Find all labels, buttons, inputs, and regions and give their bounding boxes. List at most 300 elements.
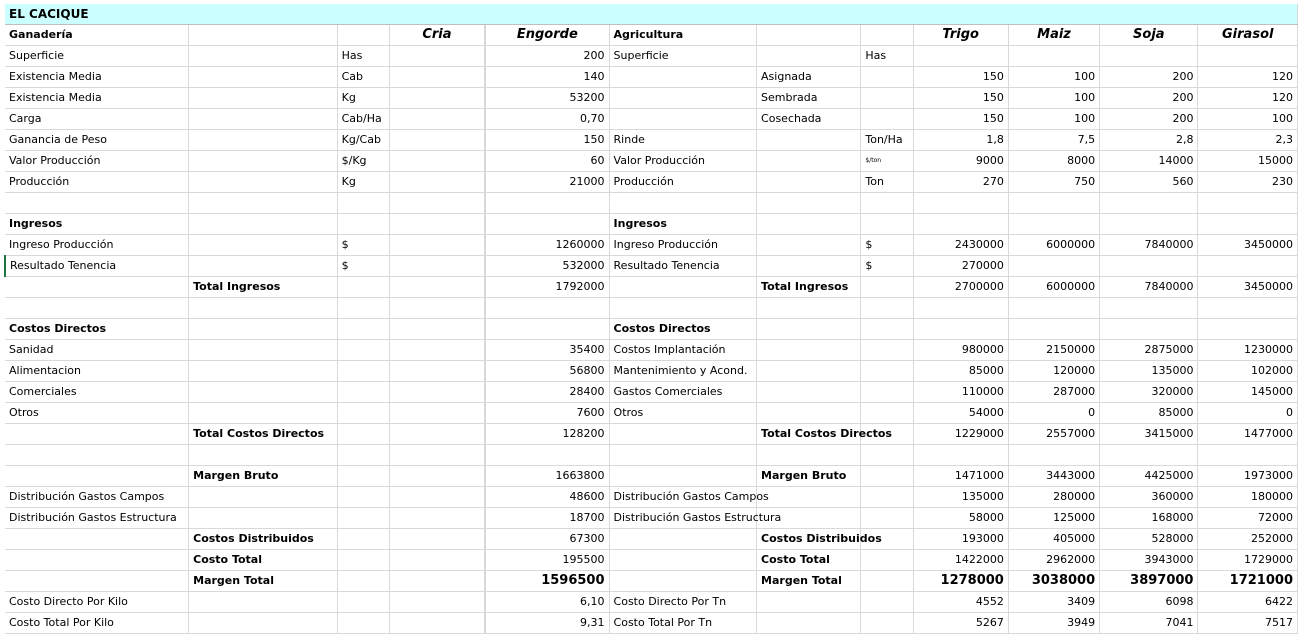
cell-r25-c7[interactable]: Distribución Gastos Estructura [609, 508, 757, 529]
cell-r19-c10[interactable]: 110000 [913, 382, 1008, 403]
cell-r21-c6[interactable]: 128200 [486, 424, 609, 445]
cell-r13-c7[interactable]: Resultado Tenencia [609, 256, 757, 277]
cell-r15-c3[interactable] [337, 298, 389, 319]
cell-r27-c13[interactable]: 1729000 [1198, 550, 1298, 571]
cell-r14-c13[interactable]: 3450000 [1198, 277, 1298, 298]
cell-r22-c6[interactable] [486, 445, 609, 466]
cell-r7-c3[interactable]: Kg/Cab [337, 130, 389, 151]
cell-r30-c12[interactable]: 7041 [1100, 613, 1198, 634]
cell-r16-c7[interactable]: Costos Directos [609, 319, 757, 340]
cell-r27-c9[interactable] [861, 550, 913, 571]
cell-r22-c4[interactable] [389, 445, 484, 466]
cell-r24-c6[interactable]: 48600 [486, 487, 609, 508]
cell-r13-c10[interactable]: 270000 [913, 256, 1008, 277]
cell-r30-c6[interactable]: 9,31 [486, 613, 609, 634]
cell-r18-c10[interactable]: 85000 [913, 361, 1008, 382]
cell-r16-c2[interactable] [189, 319, 338, 340]
cell-r26-c10[interactable]: 193000 [913, 529, 1008, 550]
cell-r10-c3[interactable] [337, 193, 389, 214]
cell-r24-c13[interactable]: 180000 [1198, 487, 1298, 508]
cell-r14-c1[interactable] [5, 277, 189, 298]
cell-r16-c4[interactable] [389, 319, 484, 340]
cell-r22-c12[interactable] [1100, 445, 1198, 466]
cell-r29-c2[interactable] [189, 592, 338, 613]
cell-r14-c2[interactable]: Total Ingresos [189, 277, 338, 298]
cell-r4-c4[interactable] [389, 67, 484, 88]
cell-r18-c9[interactable] [861, 361, 913, 382]
cell-r22-c13[interactable] [1198, 445, 1298, 466]
cell-r14-c12[interactable]: 7840000 [1100, 277, 1198, 298]
cell-r15-c8[interactable] [757, 298, 861, 319]
cell-r2-c13[interactable]: Girasol [1198, 25, 1298, 46]
cell-r12-c4[interactable] [389, 235, 484, 256]
cell-r30-c10[interactable]: 5267 [913, 613, 1008, 634]
cell-r29-c8[interactable] [757, 592, 861, 613]
cell-r15-c10[interactable] [913, 298, 1008, 319]
cell-r8-c3[interactable]: $/Kg [337, 151, 389, 172]
cell-r7-c8[interactable] [757, 130, 861, 151]
cell-r6-c12[interactable]: 200 [1100, 109, 1198, 130]
cell-r15-c9[interactable] [861, 298, 913, 319]
cell-r30-c3[interactable] [337, 613, 389, 634]
cell-r11-c2[interactable] [189, 214, 338, 235]
cell-r22-c11[interactable] [1008, 445, 1099, 466]
cell-r28-c6[interactable]: 1596500 [486, 571, 609, 592]
cell-r29-c11[interactable]: 3409 [1008, 592, 1099, 613]
cell-r17-c7[interactable]: Costos Implantación [609, 340, 757, 361]
cell-r7-c9[interactable]: Ton/Ha [861, 130, 913, 151]
cell-r4-c1[interactable]: Existencia Media [5, 67, 189, 88]
cell-r18-c13[interactable]: 102000 [1198, 361, 1298, 382]
cell-r12-c6[interactable]: 1260000 [486, 235, 609, 256]
cell-r27-c8[interactable]: Costo Total [757, 550, 861, 571]
sheet-title[interactable]: EL CACIQUE [5, 4, 1298, 25]
cell-r26-c1[interactable] [5, 529, 189, 550]
cell-r6-c7[interactable] [609, 109, 757, 130]
cell-r13-c9[interactable]: $ [861, 256, 913, 277]
cell-r22-c1[interactable] [5, 445, 189, 466]
cell-r5-c4[interactable] [389, 88, 484, 109]
cell-r13-c12[interactable] [1100, 256, 1198, 277]
cell-r7-c12[interactable]: 2,8 [1100, 130, 1198, 151]
cell-r8-c8[interactable] [757, 151, 861, 172]
cell-r29-c9[interactable] [861, 592, 913, 613]
cell-r11-c4[interactable] [389, 214, 484, 235]
cell-r19-c7[interactable]: Gastos Comerciales [609, 382, 757, 403]
cell-r29-c13[interactable]: 6422 [1198, 592, 1298, 613]
cell-r12-c12[interactable]: 7840000 [1100, 235, 1198, 256]
cell-r3-c9[interactable]: Has [861, 46, 913, 67]
cell-r12-c1[interactable]: Ingreso Producción [5, 235, 189, 256]
cell-r25-c13[interactable]: 72000 [1198, 508, 1298, 529]
cell-r17-c9[interactable] [861, 340, 913, 361]
cell-r15-c7[interactable] [609, 298, 757, 319]
cell-r28-c3[interactable] [337, 571, 389, 592]
cell-r6-c2[interactable] [189, 109, 338, 130]
cell-r13-c4[interactable] [389, 256, 484, 277]
cell-r23-c1[interactable] [5, 466, 189, 487]
cell-r14-c8[interactable]: Total Ingresos [757, 277, 861, 298]
cell-r17-c6[interactable]: 35400 [486, 340, 609, 361]
cell-r7-c11[interactable]: 7,5 [1008, 130, 1099, 151]
cell-r6-c9[interactable] [861, 109, 913, 130]
cell-r29-c3[interactable] [337, 592, 389, 613]
cell-r30-c13[interactable]: 7517 [1198, 613, 1298, 634]
cell-r2-c2[interactable] [189, 25, 338, 46]
cell-r21-c3[interactable] [337, 424, 389, 445]
cell-r13-c6[interactable]: 532000 [486, 256, 609, 277]
cell-r22-c3[interactable] [337, 445, 389, 466]
cell-r23-c13[interactable]: 1973000 [1198, 466, 1298, 487]
cell-r30-c9[interactable] [861, 613, 913, 634]
cell-r17-c2[interactable] [189, 340, 338, 361]
cell-r16-c3[interactable] [337, 319, 389, 340]
cell-r22-c8[interactable] [757, 445, 861, 466]
cell-r20-c11[interactable]: 0 [1008, 403, 1099, 424]
cell-r25-c3[interactable] [337, 508, 389, 529]
cell-r17-c3[interactable] [337, 340, 389, 361]
cell-r3-c11[interactable] [1008, 46, 1099, 67]
cell-r27-c1[interactable] [5, 550, 189, 571]
cell-r13-c8[interactable] [757, 256, 861, 277]
cell-r4-c8[interactable]: Asignada [757, 67, 861, 88]
cell-r7-c1[interactable]: Ganancia de Peso [5, 130, 189, 151]
cell-r17-c13[interactable]: 1230000 [1198, 340, 1298, 361]
cell-r12-c8[interactable] [757, 235, 861, 256]
cell-r19-c6[interactable]: 28400 [486, 382, 609, 403]
cell-r26-c12[interactable]: 528000 [1100, 529, 1198, 550]
cell-r21-c2[interactable]: Total Costos Directos [189, 424, 338, 445]
cell-r19-c13[interactable]: 145000 [1198, 382, 1298, 403]
cell-r5-c12[interactable]: 200 [1100, 88, 1198, 109]
cell-r11-c8[interactable] [757, 214, 861, 235]
cell-r11-c1[interactable]: Ingresos [5, 214, 189, 235]
cell-r6-c13[interactable]: 100 [1198, 109, 1298, 130]
cell-r14-c6[interactable]: 1792000 [486, 277, 609, 298]
cell-r30-c11[interactable]: 3949 [1008, 613, 1099, 634]
cell-r26-c4[interactable] [389, 529, 484, 550]
cell-r21-c11[interactable]: 2557000 [1008, 424, 1099, 445]
cell-r18-c12[interactable]: 135000 [1100, 361, 1198, 382]
cell-r4-c6[interactable]: 140 [486, 67, 609, 88]
cell-r6-c10[interactable]: 150 [913, 109, 1008, 130]
cell-r21-c12[interactable]: 3415000 [1100, 424, 1198, 445]
cell-r9-c6[interactable]: 21000 [486, 172, 609, 193]
cell-r20-c10[interactable]: 54000 [913, 403, 1008, 424]
cell-r10-c1[interactable] [5, 193, 189, 214]
cell-r13-c2[interactable] [189, 256, 338, 277]
cell-r10-c13[interactable] [1198, 193, 1298, 214]
cell-r27-c4[interactable] [389, 550, 484, 571]
cell-r22-c2[interactable] [189, 445, 338, 466]
cell-r14-c7[interactable] [609, 277, 757, 298]
cell-r3-c7[interactable]: Superficie [609, 46, 757, 67]
cell-r29-c12[interactable]: 6098 [1100, 592, 1198, 613]
cell-r13-c11[interactable] [1008, 256, 1099, 277]
cell-r19-c9[interactable] [861, 382, 913, 403]
cell-r9-c1[interactable]: Producción [5, 172, 189, 193]
cell-r11-c7[interactable]: Ingresos [609, 214, 757, 235]
cell-r3-c2[interactable] [189, 46, 338, 67]
cell-r20-c4[interactable] [389, 403, 484, 424]
cell-r8-c4[interactable] [389, 151, 484, 172]
cell-r2-c7[interactable]: Agricultura [609, 25, 757, 46]
cell-r27-c6[interactable]: 195500 [486, 550, 609, 571]
cell-r11-c11[interactable] [1008, 214, 1099, 235]
cell-r18-c4[interactable] [389, 361, 484, 382]
cell-r20-c2[interactable] [189, 403, 338, 424]
cell-r10-c8[interactable] [757, 193, 861, 214]
cell-r28-c13[interactable]: 1721000 [1198, 571, 1298, 592]
cell-r7-c10[interactable]: 1,8 [913, 130, 1008, 151]
cell-r21-c13[interactable]: 1477000 [1198, 424, 1298, 445]
cell-r12-c3[interactable]: $ [337, 235, 389, 256]
cell-r9-c11[interactable]: 750 [1008, 172, 1099, 193]
cell-r18-c3[interactable] [337, 361, 389, 382]
cell-r26-c6[interactable]: 67300 [486, 529, 609, 550]
cell-r12-c11[interactable]: 6000000 [1008, 235, 1099, 256]
cell-r9-c8[interactable] [757, 172, 861, 193]
cell-r16-c13[interactable] [1198, 319, 1298, 340]
cell-r11-c13[interactable] [1198, 214, 1298, 235]
cell-r3-c1[interactable]: Superficie [5, 46, 189, 67]
cell-r15-c13[interactable] [1198, 298, 1298, 319]
cell-r30-c1[interactable]: Costo Total Por Kilo [5, 613, 189, 634]
cell-r5-c3[interactable]: Kg [337, 88, 389, 109]
cell-r9-c4[interactable] [389, 172, 484, 193]
cell-r28-c1[interactable] [5, 571, 189, 592]
cell-r13-c3[interactable]: $ [337, 256, 389, 277]
cell-r24-c4[interactable] [389, 487, 484, 508]
cell-r27-c2[interactable]: Costo Total [189, 550, 338, 571]
cell-r11-c6[interactable] [486, 214, 609, 235]
cell-r9-c10[interactable]: 270 [913, 172, 1008, 193]
cell-r19-c8[interactable] [757, 382, 861, 403]
cell-r22-c10[interactable] [913, 445, 1008, 466]
cell-r18-c8[interactable] [757, 361, 861, 382]
cell-r28-c9[interactable] [861, 571, 913, 592]
cell-r26-c11[interactable]: 405000 [1008, 529, 1099, 550]
cell-r4-c12[interactable]: 200 [1100, 67, 1198, 88]
cell-r19-c12[interactable]: 320000 [1100, 382, 1198, 403]
cell-r4-c11[interactable]: 100 [1008, 67, 1099, 88]
cell-r2-c10[interactable]: Trigo [913, 25, 1008, 46]
cell-r3-c6[interactable]: 200 [486, 46, 609, 67]
cell-r16-c12[interactable] [1100, 319, 1198, 340]
cell-r30-c2[interactable] [189, 613, 338, 634]
cell-r9-c2[interactable] [189, 172, 338, 193]
cell-r19-c2[interactable] [189, 382, 338, 403]
cell-r26-c3[interactable] [337, 529, 389, 550]
cell-r30-c4[interactable] [389, 613, 484, 634]
cell-r14-c10[interactable]: 2700000 [913, 277, 1008, 298]
cell-r15-c1[interactable] [5, 298, 189, 319]
cell-r20-c13[interactable]: 0 [1198, 403, 1298, 424]
cell-r15-c2[interactable] [189, 298, 338, 319]
cell-r24-c1[interactable]: Distribución Gastos Campos [5, 487, 189, 508]
cell-r27-c7[interactable] [609, 550, 757, 571]
cell-r23-c8[interactable]: Margen Bruto [757, 466, 861, 487]
cell-r5-c10[interactable]: 150 [913, 88, 1008, 109]
cell-r2-c9[interactable] [861, 25, 913, 46]
cell-r29-c4[interactable] [389, 592, 484, 613]
cell-r20-c9[interactable] [861, 403, 913, 424]
cell-r6-c3[interactable]: Cab/Ha [337, 109, 389, 130]
cell-r4-c9[interactable] [861, 67, 913, 88]
cell-r25-c11[interactable]: 125000 [1008, 508, 1099, 529]
cell-r18-c1[interactable]: Alimentacion [5, 361, 189, 382]
cell-r24-c10[interactable]: 135000 [913, 487, 1008, 508]
cell-r25-c10[interactable]: 58000 [913, 508, 1008, 529]
cell-r11-c3[interactable] [337, 214, 389, 235]
cell-r27-c10[interactable]: 1422000 [913, 550, 1008, 571]
cell-r14-c4[interactable] [389, 277, 484, 298]
cell-r9-c13[interactable]: 230 [1198, 172, 1298, 193]
cell-r24-c12[interactable]: 360000 [1100, 487, 1198, 508]
cell-r8-c12[interactable]: 14000 [1100, 151, 1198, 172]
cell-r9-c7[interactable]: Producción [609, 172, 757, 193]
cell-r11-c10[interactable] [913, 214, 1008, 235]
cell-r8-c1[interactable]: Valor Producción [5, 151, 189, 172]
cell-r23-c6[interactable]: 1663800 [486, 466, 609, 487]
cell-r6-c8[interactable]: Cosechada [757, 109, 861, 130]
cell-r21-c1[interactable] [5, 424, 189, 445]
cell-r22-c7[interactable] [609, 445, 757, 466]
cell-r27-c12[interactable]: 3943000 [1100, 550, 1198, 571]
cell-r16-c11[interactable] [1008, 319, 1099, 340]
cell-r15-c4[interactable] [389, 298, 484, 319]
cell-r30-c7[interactable]: Costo Total Por Tn [609, 613, 757, 634]
cell-r18-c11[interactable]: 120000 [1008, 361, 1099, 382]
cell-r24-c8[interactable] [757, 487, 861, 508]
cell-r23-c2[interactable]: Margen Bruto [189, 466, 338, 487]
cell-r29-c7[interactable]: Costo Directo Por Tn [609, 592, 757, 613]
cell-r2-c12[interactable]: Soja [1100, 25, 1198, 46]
cell-r29-c10[interactable]: 4552 [913, 592, 1008, 613]
cell-r25-c9[interactable] [861, 508, 913, 529]
cell-r22-c9[interactable] [861, 445, 913, 466]
cell-r26-c2[interactable]: Costos Distribuidos [189, 529, 338, 550]
cell-r6-c1[interactable]: Carga [5, 109, 189, 130]
cell-r21-c4[interactable] [389, 424, 484, 445]
cell-r28-c8[interactable]: Margen Total [757, 571, 861, 592]
cell-r17-c8[interactable] [757, 340, 861, 361]
cell-r4-c10[interactable]: 150 [913, 67, 1008, 88]
cell-r19-c3[interactable] [337, 382, 389, 403]
cell-r5-c6[interactable]: 53200 [486, 88, 609, 109]
cell-r17-c12[interactable]: 2875000 [1100, 340, 1198, 361]
cell-r18-c6[interactable]: 56800 [486, 361, 609, 382]
cell-r24-c11[interactable]: 280000 [1008, 487, 1099, 508]
cell-r17-c4[interactable] [389, 340, 484, 361]
cell-r25-c2[interactable] [189, 508, 338, 529]
cell-r12-c7[interactable]: Ingreso Producción [609, 235, 757, 256]
cell-r12-c2[interactable] [189, 235, 338, 256]
cell-r12-c10[interactable]: 2430000 [913, 235, 1008, 256]
cell-r3-c8[interactable] [757, 46, 861, 67]
cell-r14-c9[interactable] [861, 277, 913, 298]
cell-r9-c3[interactable]: Kg [337, 172, 389, 193]
cell-r8-c2[interactable] [189, 151, 338, 172]
cell-r24-c7[interactable]: Distribución Gastos Campos [609, 487, 757, 508]
cell-r3-c12[interactable] [1100, 46, 1198, 67]
cell-r15-c6[interactable] [486, 298, 609, 319]
cell-r9-c9[interactable]: Ton [861, 172, 913, 193]
cell-r21-c8[interactable]: Total Costos Directos [757, 424, 861, 445]
cell-r29-c1[interactable]: Costo Directo Por Kilo [5, 592, 189, 613]
cell-r16-c9[interactable] [861, 319, 913, 340]
cell-r4-c3[interactable]: Cab [337, 67, 389, 88]
cell-r18-c2[interactable] [189, 361, 338, 382]
cell-r6-c6[interactable]: 0,70 [486, 109, 609, 130]
cell-r7-c4[interactable] [389, 130, 484, 151]
cell-r3-c13[interactable] [1198, 46, 1298, 67]
cell-r14-c11[interactable]: 6000000 [1008, 277, 1099, 298]
cell-r28-c12[interactable]: 3897000 [1100, 571, 1198, 592]
cell-r3-c4[interactable] [389, 46, 484, 67]
cell-r11-c9[interactable] [861, 214, 913, 235]
cell-r5-c8[interactable]: Sembrada [757, 88, 861, 109]
cell-r16-c10[interactable] [913, 319, 1008, 340]
cell-r19-c1[interactable]: Comerciales [5, 382, 189, 403]
cell-r7-c13[interactable]: 2,3 [1198, 130, 1298, 151]
cell-r30-c8[interactable] [757, 613, 861, 634]
cell-r25-c12[interactable]: 168000 [1100, 508, 1198, 529]
cell-r24-c2[interactable] [189, 487, 338, 508]
cell-r28-c10[interactable]: 1278000 [913, 571, 1008, 592]
cell-r23-c7[interactable] [609, 466, 757, 487]
cell-r12-c13[interactable]: 3450000 [1198, 235, 1298, 256]
cell-r20-c6[interactable]: 7600 [486, 403, 609, 424]
cell-r16-c8[interactable] [757, 319, 861, 340]
cell-r17-c10[interactable]: 980000 [913, 340, 1008, 361]
cell-r2-c11[interactable]: Maiz [1008, 25, 1099, 46]
cell-r25-c1[interactable]: Distribución Gastos Estructura [5, 508, 189, 529]
cell-r8-c7[interactable]: Valor Producción [609, 151, 757, 172]
cell-r28-c7[interactable] [609, 571, 757, 592]
cell-r19-c4[interactable] [389, 382, 484, 403]
cell-r17-c1[interactable]: Sanidad [5, 340, 189, 361]
cell-r18-c7[interactable]: Mantenimiento y Acond. [609, 361, 757, 382]
cell-r20-c7[interactable]: Otros [609, 403, 757, 424]
cell-r10-c6[interactable] [486, 193, 609, 214]
cell-r10-c10[interactable] [913, 193, 1008, 214]
cell-r8-c13[interactable]: 15000 [1198, 151, 1298, 172]
cell-r8-c9[interactable]: $/ton [861, 151, 913, 172]
cell-r4-c7[interactable] [609, 67, 757, 88]
cell-r23-c11[interactable]: 3443000 [1008, 466, 1099, 487]
cell-r27-c11[interactable]: 2962000 [1008, 550, 1099, 571]
cell-r3-c3[interactable]: Has [337, 46, 389, 67]
cell-r21-c10[interactable]: 1229000 [913, 424, 1008, 445]
cell-r23-c3[interactable] [337, 466, 389, 487]
cell-r11-c12[interactable] [1100, 214, 1198, 235]
cell-r24-c3[interactable] [337, 487, 389, 508]
cell-r16-c1[interactable]: Costos Directos [5, 319, 189, 340]
cell-r12-c9[interactable]: $ [861, 235, 913, 256]
cell-r26-c7[interactable] [609, 529, 757, 550]
cell-r5-c13[interactable]: 120 [1198, 88, 1298, 109]
cell-r24-c9[interactable] [861, 487, 913, 508]
cell-r7-c7[interactable]: Rinde [609, 130, 757, 151]
cell-r20-c12[interactable]: 85000 [1100, 403, 1198, 424]
cell-r13-c1[interactable]: Resultado Tenencia [5, 256, 189, 277]
cell-r28-c4[interactable] [389, 571, 484, 592]
cell-r20-c3[interactable] [337, 403, 389, 424]
cell-r26-c13[interactable]: 252000 [1198, 529, 1298, 550]
cell-r10-c12[interactable] [1100, 193, 1198, 214]
cell-r15-c11[interactable] [1008, 298, 1099, 319]
